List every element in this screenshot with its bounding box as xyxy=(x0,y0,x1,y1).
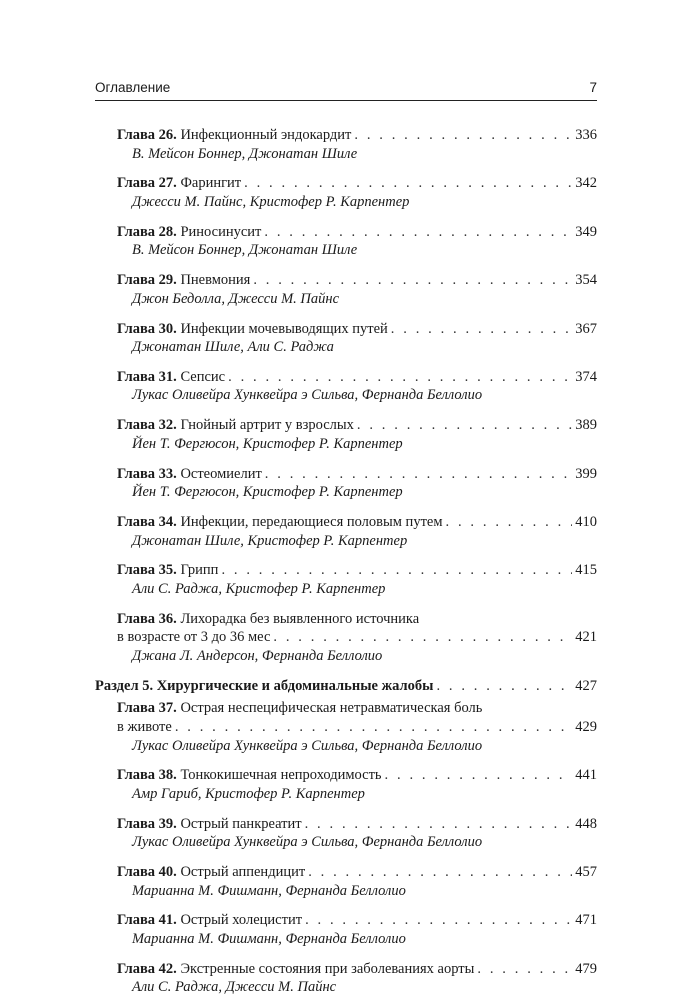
chapter-authors: Али С. Раджа, Джесси М. Пайнс xyxy=(132,979,337,996)
toc-entry[interactable] xyxy=(95,223,597,260)
dot-leader xyxy=(265,465,572,484)
chapter-label: Глава 32. xyxy=(117,417,177,434)
chapter-title: Острый холецистит xyxy=(180,912,303,929)
chapter-title: Грипп xyxy=(180,562,219,579)
chapter-title: Риносинусит xyxy=(180,223,262,240)
section-heading[interactable] xyxy=(95,677,597,696)
chapter-title: Остеомиелит xyxy=(180,465,262,482)
entry-title-line xyxy=(117,863,597,882)
chapter-label: Глава 37. xyxy=(117,700,177,717)
toc-entry[interactable] xyxy=(95,610,597,666)
dot-leader xyxy=(446,513,573,532)
entry-title-line xyxy=(117,766,597,785)
chapter-authors: В. Мейсон Боннер, Джонатан Шиле xyxy=(132,145,358,162)
header-title: Оглавление xyxy=(95,80,171,95)
chapter-title: Острый аппендицит xyxy=(180,864,306,881)
dot-leader xyxy=(221,561,572,580)
chapter-label: Глава 39. xyxy=(117,815,177,832)
chapter-title: Острый панкреатит xyxy=(180,815,302,832)
chapter-label: Глава 35. xyxy=(117,562,177,579)
chapter-label: Глава 38. xyxy=(117,767,177,784)
entry-title-line-2 xyxy=(117,628,597,647)
chapter-label: Глава 41. xyxy=(117,912,177,929)
dot-leader xyxy=(354,126,572,145)
entry-title-line xyxy=(117,320,597,339)
dot-leader xyxy=(228,368,572,387)
dot-leader xyxy=(391,320,572,339)
chapter-label: Глава 27. xyxy=(117,175,177,192)
toc-entry[interactable] xyxy=(95,416,597,453)
dot-leader xyxy=(305,911,572,930)
running-header xyxy=(95,78,597,101)
chapter-title-continued: в возрасте от 3 до 36 мес xyxy=(117,629,271,646)
chapter-title: Пневмония xyxy=(180,272,251,289)
entry-title-line xyxy=(117,513,597,532)
page-number: 342 xyxy=(575,175,597,192)
chapter-authors: Али С. Раджа, Кристофер Р. Карпентер xyxy=(132,580,386,597)
entry-title-line xyxy=(117,815,597,834)
entry-title-line xyxy=(117,960,597,979)
chapter-authors: В. Мейсон Боннер, Джонатан Шиле xyxy=(132,242,358,259)
chapter-label: Глава 29. xyxy=(117,272,177,289)
toc-entry[interactable] xyxy=(95,863,597,900)
chapter-label: Глава 33. xyxy=(117,465,177,482)
chapter-authors: Джонатан Шиле, Кристофер Р. Карпентер xyxy=(132,532,408,549)
page-number: 448 xyxy=(575,815,597,832)
page-number: 457 xyxy=(575,864,597,881)
chapter-label: Глава 26. xyxy=(117,127,177,143)
chapter-authors: Амр Гариб, Кристофер Р. Карпентер xyxy=(132,785,365,802)
dot-leader xyxy=(175,718,572,737)
dot-leader xyxy=(264,223,572,242)
chapter-title: Тонкокишечная непроходимость xyxy=(180,767,382,784)
entry-title-line xyxy=(117,911,597,930)
toc-entry[interactable] xyxy=(95,320,597,357)
chapter-authors: Йен Т. Фергюсон, Кристофер Р. Карпентер xyxy=(132,435,403,452)
chapter-label: Глава 36. xyxy=(117,610,177,627)
dot-leader xyxy=(244,174,572,193)
page-number: 441 xyxy=(575,767,597,784)
page-number: 421 xyxy=(575,629,597,646)
page-number: 471 xyxy=(575,912,597,929)
toc-entry[interactable] xyxy=(95,126,597,163)
chapter-label: Глава 28. xyxy=(117,223,177,240)
entry-title-line xyxy=(117,174,597,193)
chapter-authors: Джесси М. Пайнс, Кристофер Р. Карпентер xyxy=(132,193,410,210)
section-label: Раздел 5. xyxy=(95,677,154,694)
chapter-label: Глава 40. xyxy=(117,864,177,881)
dot-leader xyxy=(253,271,572,290)
chapter-label: Глава 42. xyxy=(117,960,177,977)
page-number: 336 xyxy=(575,127,597,143)
toc-entry[interactable] xyxy=(95,766,597,803)
section-title: Хирургические и абдоминальные жалобы xyxy=(156,677,434,694)
chapter-authors: Лукас Оливейра Хунквейра э Сильва, Фернанда Беллолио xyxy=(132,737,483,754)
toc-entry[interactable] xyxy=(95,699,597,755)
chapter-title: Гнойный артрит у взрослых xyxy=(180,417,354,434)
table-of-contents xyxy=(95,126,597,1008)
entry-title-line xyxy=(117,271,597,290)
page-number: 399 xyxy=(575,465,597,482)
toc-entry[interactable] xyxy=(95,271,597,308)
toc-entry[interactable] xyxy=(95,911,597,948)
chapter-label: Глава 34. xyxy=(117,514,177,530)
entry-title-line xyxy=(117,126,597,145)
toc-entry[interactable] xyxy=(95,465,597,502)
chapter-title: Фарингит xyxy=(180,175,242,192)
page-number: 410 xyxy=(575,514,597,530)
page-number: 367 xyxy=(575,320,597,337)
toc-entry[interactable] xyxy=(95,368,597,405)
chapter-title: Инфекции мочевыводящих путей xyxy=(180,320,388,337)
chapter-authors: Лукас Оливейра Хунквейра э Сильва, Фернанда Беллолио xyxy=(132,387,483,404)
entry-title-line xyxy=(117,561,597,580)
entry-title-line-1 xyxy=(117,610,597,629)
chapter-title: Инфекции, передающиеся половым путем xyxy=(180,514,443,530)
dot-leader xyxy=(305,815,573,834)
toc-entry[interactable] xyxy=(95,960,597,997)
dot-leader xyxy=(308,863,572,882)
chapter-authors: Йен Т. Фергюсон, Кристофер Р. Карпентер xyxy=(132,484,403,501)
chapter-authors: Джонатан Шиле, Али С. Раджа xyxy=(132,339,334,356)
page-number: 429 xyxy=(575,718,597,735)
chapter-authors: Джон Бедолла, Джесси М. Пайнс xyxy=(132,290,340,307)
chapter-authors: Марианна М. Фишманн, Фернанда Беллолио xyxy=(132,882,406,899)
entry-title-line-1 xyxy=(117,699,597,718)
page-number: 374 xyxy=(575,368,597,385)
entry-title-line xyxy=(117,416,597,435)
chapter-title: Сепсис xyxy=(180,368,226,385)
chapter-title-continued: в животе xyxy=(117,718,172,735)
chapter-title: Лихорадка без выявленного источника xyxy=(180,610,420,627)
chapter-title: Инфекционный эндокардит xyxy=(180,127,352,143)
toc-entry[interactable] xyxy=(95,815,597,852)
dot-leader xyxy=(477,960,572,979)
chapter-label: Глава 31. xyxy=(117,368,177,385)
chapter-authors: Марианна М. Фишманн, Фернанда Беллолио xyxy=(132,931,406,947)
dot-leader xyxy=(436,677,572,696)
dot-leader xyxy=(273,628,572,647)
page-number: 354 xyxy=(575,272,597,289)
page-number: 349 xyxy=(575,223,597,240)
page-number: 415 xyxy=(575,562,597,579)
entry-title-line xyxy=(117,368,597,387)
toc-entry[interactable] xyxy=(95,174,597,211)
chapter-authors: Лукас Оливейра Хунквейра э Сильва, Фернанда Беллолио xyxy=(132,834,483,851)
chapter-title: Острая неспецифическая нетравматическая боль xyxy=(180,700,483,717)
page-number: 389 xyxy=(575,417,597,434)
entry-title-line-2 xyxy=(117,718,597,737)
toc-entry[interactable] xyxy=(95,513,597,550)
entry-title-line xyxy=(117,223,597,242)
dot-leader xyxy=(385,766,573,785)
page-number: 427 xyxy=(575,677,597,694)
dot-leader xyxy=(357,416,572,435)
entry-title-line xyxy=(117,465,597,484)
header-page-number: 7 xyxy=(589,80,597,95)
toc-entry[interactable] xyxy=(95,561,597,598)
chapter-title: Экстренные состояния при заболеваниях аорты xyxy=(180,960,475,977)
page-number: 479 xyxy=(575,960,597,977)
chapter-authors: Джана Л. Андерсон, Фернанда Беллолио xyxy=(132,647,383,664)
chapter-label: Глава 30. xyxy=(117,320,177,337)
